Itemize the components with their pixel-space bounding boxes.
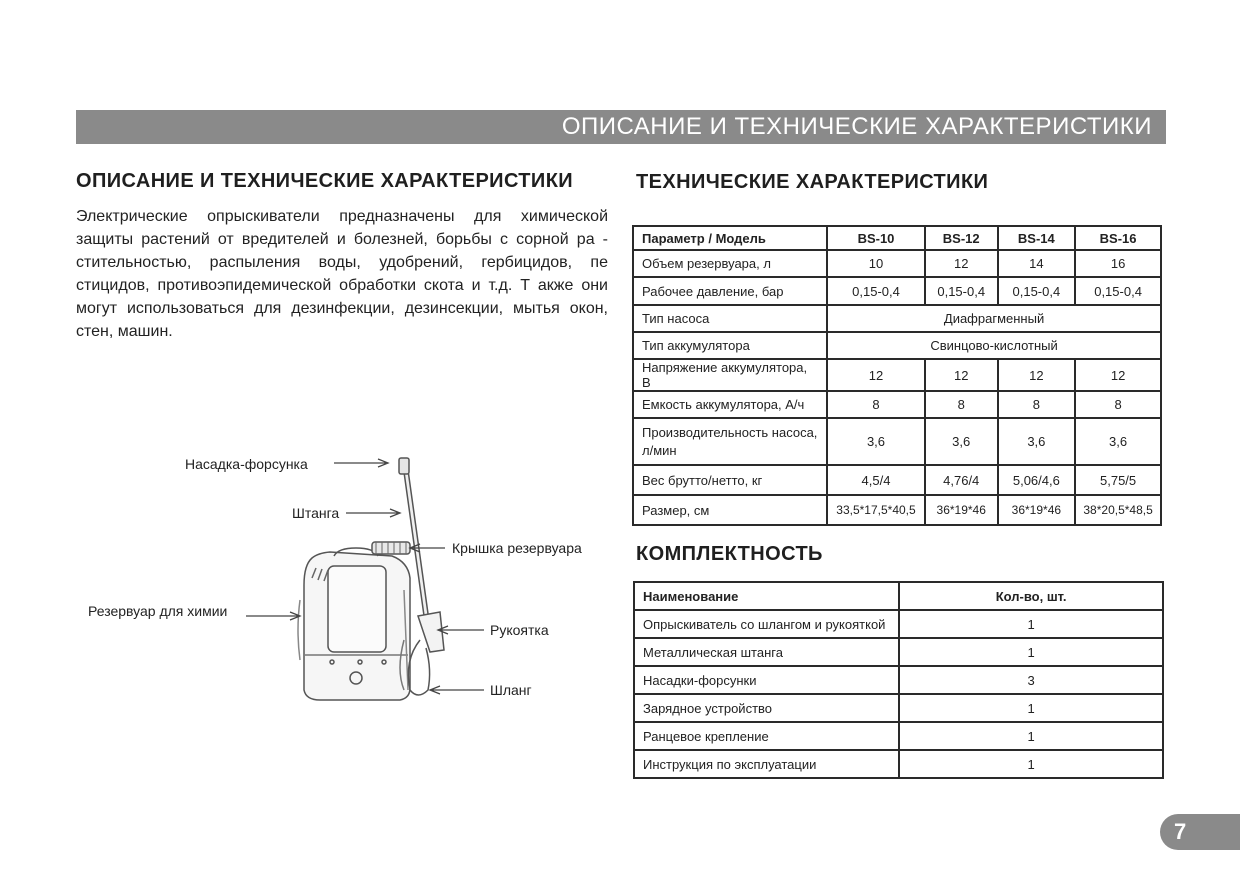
label-handle: Рукоятка <box>490 622 549 638</box>
specs-value-cell: 3,6 <box>998 418 1076 465</box>
kit-row <box>634 610 1163 638</box>
specs-value-cell: 14 <box>998 250 1076 277</box>
kit-item-name: Опрыскиватель со шлангом и рукояткой <box>634 610 899 638</box>
specs-row <box>633 391 1161 418</box>
label-tank: Резервуар для химии <box>88 603 228 619</box>
kit-row <box>634 694 1163 722</box>
specs-value-cell: 8 <box>1075 391 1161 418</box>
specs-value-cell: 36*19*46 <box>925 495 998 525</box>
section-banner: ОПИСАНИЕ И ТЕХНИЧЕСКИЕ ХАРАКТЕРИСТИКИ <box>76 110 1166 144</box>
specs-row <box>633 418 1161 465</box>
specs-value-cell: 38*20,5*48,5 <box>1075 495 1161 525</box>
kit-item-qty: 1 <box>899 694 1163 722</box>
kit-item-qty: 1 <box>899 610 1163 638</box>
label-hose: Шланг <box>490 682 532 698</box>
label-lid: Крышка резервуара <box>452 540 582 556</box>
specs-param-cell: Емкость аккумулятора, А/ч <box>633 391 827 418</box>
specs-value-cell: 5,75/5 <box>1075 465 1161 495</box>
specs-header-model: BS-12 <box>925 226 998 250</box>
specs-param-cell: Размер, см <box>633 495 827 525</box>
kit-item-name: Ранцевое крепление <box>634 722 899 750</box>
kit-header-name: Наименование <box>634 582 899 610</box>
specs-row <box>633 332 1161 359</box>
specs-value-cell: 0,15-0,4 <box>998 277 1076 305</box>
specs-value-cell: 5,06/4,6 <box>998 465 1076 495</box>
specs-param-cell: Рабочее давление, бар <box>633 277 827 305</box>
kit-row <box>634 666 1163 694</box>
specs-header-model: BS-16 <box>1075 226 1161 250</box>
specs-value-cell: 4,76/4 <box>925 465 998 495</box>
specs-header-model: BS-14 <box>998 226 1076 250</box>
kit-heading: КОМПЛЕКТНОСТЬ <box>636 543 823 565</box>
specs-row <box>633 305 1161 332</box>
specs-row <box>633 359 1161 391</box>
specs-value-cell: 12 <box>925 250 998 277</box>
specs-value-cell: 4,5/4 <box>827 465 925 495</box>
specs-param-cell: Напряжение аккумулятора, В <box>633 359 827 391</box>
specs-value-cell: 3,6 <box>1075 418 1161 465</box>
kit-item-name: Насадки-форсунки <box>634 666 899 694</box>
kit-item-qty: 1 <box>899 722 1163 750</box>
specs-value-cell: 3,6 <box>827 418 925 465</box>
kit-header-qty: Кол-во, шт. <box>899 582 1163 610</box>
kit-item-name: Зарядное устройство <box>634 694 899 722</box>
specs-value-cell: 12 <box>1075 359 1161 391</box>
specs-value-cell: 10 <box>827 250 925 277</box>
specs-value-cell: 8 <box>925 391 998 418</box>
kit-row <box>634 750 1163 778</box>
specs-merged-value-cell: Свинцово-кислотный <box>827 332 1161 359</box>
specs-value-cell: 12 <box>998 359 1076 391</box>
specs-value-cell: 12 <box>827 359 925 391</box>
specs-value-cell: 0,15-0,4 <box>1075 277 1161 305</box>
specs-value-cell: 36*19*46 <box>998 495 1076 525</box>
kit-item-qty: 1 <box>899 750 1163 778</box>
specs-merged-value-cell: Диафрагменный <box>827 305 1161 332</box>
specs-row <box>633 495 1161 525</box>
specs-value-cell: 16 <box>1075 250 1161 277</box>
specs-header-param: Параметр / Модель <box>633 226 827 250</box>
page-number: 7 <box>1160 814 1240 850</box>
description-heading: ОПИСАНИЕ И ТЕХНИЧЕСКИЕ ХАРАКТЕРИСТИКИ <box>76 170 574 192</box>
specs-param-cell: Тип аккумулятора <box>633 332 827 359</box>
specs-value-cell: 33,5*17,5*40,5 <box>827 495 925 525</box>
specs-table <box>632 225 1162 526</box>
specs-param-cell: Объем резервуара, л <box>633 250 827 277</box>
description-text: Электрические опрыскиватели предназначены для химической защиты растений от вредителей и болезней, борьбы с сорной ра - стительностью, распыления воды, удобрений, гербицидов, пе стицидов, противоэпидемической обработки скота и т.д. Т акже они могут использоваться для дезинфекции, дезинсекции, мытья окон, стен, машин. <box>76 208 608 340</box>
label-rod: Штанга <box>292 505 340 521</box>
kit-item-name: Инструкция по эксплуатации <box>634 750 899 778</box>
specs-header-model: BS-10 <box>827 226 925 250</box>
specs-value-cell: 3,6 <box>925 418 998 465</box>
kit-item-qty: 3 <box>899 666 1163 694</box>
specs-param-cell: Вес брутто/нетто, кг <box>633 465 827 495</box>
specs-heading: ТЕХНИЧЕСКИЕ ХАРАКТЕРИСТИКИ <box>636 171 989 193</box>
kit-table <box>633 581 1164 779</box>
specs-value-cell: 8 <box>827 391 925 418</box>
specs-param-cell: Производительность насоса, л/мин <box>633 418 827 465</box>
kit-row <box>634 638 1163 666</box>
specs-value-cell: 8 <box>998 391 1076 418</box>
specs-value-cell: 0,15-0,4 <box>925 277 998 305</box>
specs-param-cell: Тип насоса <box>633 305 827 332</box>
kit-header-row <box>634 582 1163 610</box>
kit-item-name: Металлическая штанга <box>634 638 899 666</box>
kit-item-qty: 1 <box>899 638 1163 666</box>
specs-value-cell: 0,15-0,4 <box>827 277 925 305</box>
specs-value-cell: 12 <box>925 359 998 391</box>
kit-row <box>634 722 1163 750</box>
specs-header-row <box>633 226 1161 250</box>
specs-row <box>633 277 1161 305</box>
specs-row <box>633 465 1161 495</box>
specs-row <box>633 250 1161 277</box>
label-nozzle: Насадка-форсунка <box>185 456 308 472</box>
